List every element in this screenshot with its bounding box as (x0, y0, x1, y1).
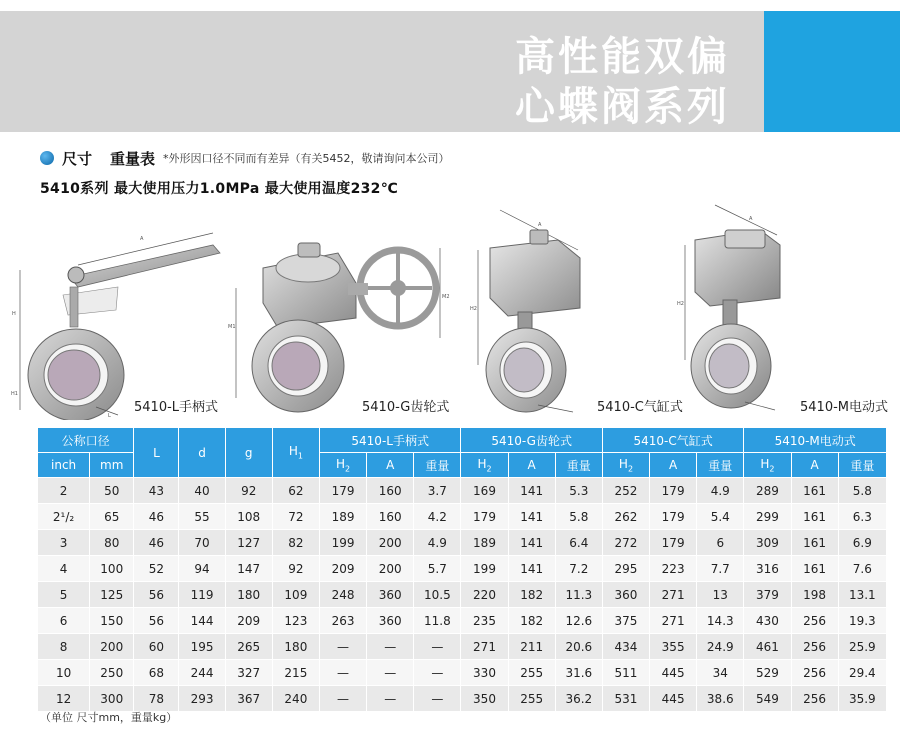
table-cell: 271 (650, 608, 697, 634)
table-row (38, 556, 887, 582)
table-row (38, 660, 887, 686)
table-cell: 55 (179, 504, 225, 530)
table-cell: 252 (602, 478, 649, 504)
table-cell: 240 (272, 686, 319, 712)
table-cell: 6.4 (555, 530, 602, 556)
label-m1: M1 (228, 324, 236, 330)
table-cell: 360 (367, 582, 414, 608)
table-cell: 10.5 (414, 582, 461, 608)
header-a: A (508, 453, 555, 478)
table-cell: 7.7 (697, 556, 744, 582)
table-cell: 46 (134, 530, 179, 556)
table-body (38, 478, 887, 712)
section-heading (40, 148, 450, 168)
caption-gear: 5410-G齿轮式 (362, 400, 450, 415)
table-cell: 5.8 (838, 478, 886, 504)
table-cell: 19.3 (838, 608, 886, 634)
table-cell: 4.9 (414, 530, 461, 556)
table-cell: 293 (179, 686, 225, 712)
figure-pneumatic-valve (468, 200, 603, 420)
table-row (38, 530, 887, 556)
table-cell: 256 (791, 660, 838, 686)
table-cell: 4 (38, 556, 90, 582)
table-cell: 82 (272, 530, 319, 556)
table-cell: 200 (367, 530, 414, 556)
table-cell: 150 (90, 608, 134, 634)
table-cell: 40 (179, 478, 225, 504)
table-cell: 20.6 (555, 634, 602, 660)
table-cell: 529 (744, 660, 791, 686)
table-cell: 7.6 (838, 556, 886, 582)
table-cell: 248 (319, 582, 366, 608)
section-title-weight: 重量表 (110, 149, 156, 168)
table-cell: 8 (38, 634, 90, 660)
table-cell: 445 (650, 660, 697, 686)
table-cell: 52 (134, 556, 179, 582)
table-cell: 147 (225, 556, 272, 582)
table-cell: 34 (697, 660, 744, 686)
table-cell: 123 (272, 608, 319, 634)
table-cell: — (414, 660, 461, 686)
label-a-c: A (538, 222, 542, 228)
section-note: *外形因口径不同而有差异（有关5452，敬请询问本公司） (163, 152, 450, 165)
table-cell: 209 (319, 556, 366, 582)
header-group-gear: 5410-G齿轮式 (461, 428, 602, 453)
table-cell: 65 (90, 504, 134, 530)
table-cell: 72 (272, 504, 319, 530)
header-weight: 重量 (555, 453, 602, 478)
table-cell: 94 (179, 556, 225, 582)
table-cell: 144 (179, 608, 225, 634)
table-cell: — (367, 660, 414, 686)
label-m2: M2 (442, 294, 450, 300)
table-cell: 125 (90, 582, 134, 608)
table-cell: 179 (650, 478, 697, 504)
table-cell: 300 (90, 686, 134, 712)
page-title-line2: 心蝶阀系列 (515, 84, 730, 130)
table-cell: — (319, 634, 366, 660)
table-cell: 56 (134, 608, 179, 634)
table-cell: 36.2 (555, 686, 602, 712)
header-accent-block (764, 11, 900, 132)
table-cell: 6 (38, 608, 90, 634)
table-cell: 6.3 (838, 504, 886, 530)
table-cell: 262 (602, 504, 649, 530)
table-cell: 235 (461, 608, 508, 634)
header-weight: 重量 (697, 453, 744, 478)
table-cell: 263 (319, 608, 366, 634)
table-cell: 78 (134, 686, 179, 712)
table-cell: 360 (602, 582, 649, 608)
table-cell: 182 (508, 582, 555, 608)
table-cell: 430 (744, 608, 791, 634)
table-cell: 200 (90, 634, 134, 660)
header-group-lever: 5410-L手柄式 (319, 428, 460, 453)
table-cell: 12.6 (555, 608, 602, 634)
table-cell: 160 (367, 504, 414, 530)
table-cell: 189 (319, 504, 366, 530)
table-cell: 199 (461, 556, 508, 582)
table-cell: 434 (602, 634, 649, 660)
table-cell: 109 (272, 582, 319, 608)
header-mm: mm (90, 453, 134, 478)
caption-lever: 5410-L手柄式 (134, 400, 219, 415)
table-cell: 330 (461, 660, 508, 686)
table-cell: 4.2 (414, 504, 461, 530)
table-cell: 327 (225, 660, 272, 686)
header-h2: $H_2$ (602, 453, 649, 478)
table-cell: 200 (367, 556, 414, 582)
table-cell: 13 (697, 582, 744, 608)
table-cell: 141 (508, 530, 555, 556)
table-cell: 309 (744, 530, 791, 556)
table-cell: 80 (90, 530, 134, 556)
table-cell: 379 (744, 582, 791, 608)
table-row (38, 582, 887, 608)
table-cell: 127 (225, 530, 272, 556)
table-cell: 244 (179, 660, 225, 686)
table-cell: 92 (225, 478, 272, 504)
table-cell: 6.9 (838, 530, 886, 556)
table-cell: 271 (461, 634, 508, 660)
table-cell: 161 (791, 530, 838, 556)
table-cell: 5 (38, 582, 90, 608)
table-header-row-top (38, 428, 887, 453)
spec-summary: 5410系列 最大使用压力1.0MPa 最大使用温度232℃ (40, 181, 398, 197)
table-cell: 256 (791, 634, 838, 660)
header-inch: inch (38, 453, 90, 478)
table-cell: 141 (508, 478, 555, 504)
table-cell: 299 (744, 504, 791, 530)
table-cell: 461 (744, 634, 791, 660)
header-nominal: 公称口径 (38, 428, 134, 453)
page-title-line1: 高性能双偏 (515, 34, 730, 80)
table-cell: 272 (602, 530, 649, 556)
table-cell: 355 (650, 634, 697, 660)
table-cell: 350 (461, 686, 508, 712)
table-cell: 316 (744, 556, 791, 582)
table-cell: 24.9 (697, 634, 744, 660)
table-cell: 367 (225, 686, 272, 712)
header-weight: 重量 (838, 453, 886, 478)
caption-electric: 5410-M电动式 (800, 400, 888, 415)
table-cell: 445 (650, 686, 697, 712)
table-cell: 169 (461, 478, 508, 504)
caption-pneumatic: 5410-C气缸式 (597, 400, 683, 415)
table-cell: 255 (508, 686, 555, 712)
table-cell: 375 (602, 608, 649, 634)
unit-footnote: （单位 尺寸mm，重量kg） (40, 711, 178, 724)
gear-valve-icon (228, 228, 458, 418)
header-h2: $H_2$ (744, 453, 791, 478)
figure-lever-valve (8, 225, 238, 420)
header-d: d (179, 428, 225, 478)
table-cell: 50 (90, 478, 134, 504)
table-cell: 256 (791, 686, 838, 712)
table-cell: 5.8 (555, 504, 602, 530)
table-cell: 100 (90, 556, 134, 582)
section-title: 尺寸 (62, 149, 93, 168)
table-cell: 12 (38, 686, 90, 712)
label-h2-c: H2 (470, 306, 477, 312)
header-h1: $H_1$ (272, 428, 319, 478)
figure-electric-valve (675, 200, 805, 420)
table-cell: 215 (272, 660, 319, 686)
table-cell: 2¹/₂ (38, 504, 90, 530)
table-cell: 289 (744, 478, 791, 504)
table-cell: 31.6 (555, 660, 602, 686)
table-row (38, 504, 887, 530)
header-h2: $H_2$ (319, 453, 366, 478)
label-l: L (108, 413, 111, 419)
table-cell: 265 (225, 634, 272, 660)
table-cell: 179 (650, 530, 697, 556)
table-cell: 7.2 (555, 556, 602, 582)
table-cell: 250 (90, 660, 134, 686)
table-cell: — (367, 686, 414, 712)
pneumatic-valve-icon (468, 200, 603, 420)
table-row (38, 634, 887, 660)
table-cell: 70 (179, 530, 225, 556)
table-cell: 160 (367, 478, 414, 504)
table-cell: 161 (791, 556, 838, 582)
table-cell: 68 (134, 660, 179, 686)
table-cell: 223 (650, 556, 697, 582)
table-cell: 10 (38, 660, 90, 686)
table-cell: 35.9 (838, 686, 886, 712)
figure-gear-valve (228, 228, 458, 418)
table-row (38, 478, 887, 504)
label-h2-m: H2 (677, 301, 684, 307)
table-cell: 56 (134, 582, 179, 608)
table-cell: 511 (602, 660, 649, 686)
header-banner (0, 11, 900, 132)
table-cell: 29.4 (838, 660, 886, 686)
table-cell: 2 (38, 478, 90, 504)
table-cell: 3.7 (414, 478, 461, 504)
table-cell: 141 (508, 556, 555, 582)
electric-valve-icon (675, 200, 805, 420)
table-cell: 255 (508, 660, 555, 686)
table-cell: 295 (602, 556, 649, 582)
table-cell: 25.9 (838, 634, 886, 660)
table-cell: 209 (225, 608, 272, 634)
header-group-electric: 5410-M电动式 (744, 428, 887, 453)
table-cell: — (319, 686, 366, 712)
header-g: g (225, 428, 272, 478)
label-a-m: A (749, 216, 753, 222)
table-row (38, 608, 887, 634)
header-h2: $H_2$ (461, 453, 508, 478)
table-cell: 60 (134, 634, 179, 660)
table-cell: 549 (744, 686, 791, 712)
header-group-pneumatic: 5410-C气缸式 (602, 428, 743, 453)
table-cell: 161 (791, 504, 838, 530)
spec-table (37, 427, 887, 712)
table-cell: 531 (602, 686, 649, 712)
table-cell: 46 (134, 504, 179, 530)
table-cell: 220 (461, 582, 508, 608)
table-cell: — (319, 660, 366, 686)
table-cell: 62 (272, 478, 319, 504)
table-cell: — (414, 634, 461, 660)
table-cell: 360 (367, 608, 414, 634)
table-cell: 198 (791, 582, 838, 608)
table-cell: 5.4 (697, 504, 744, 530)
table-cell: 92 (272, 556, 319, 582)
table-cell: 195 (179, 634, 225, 660)
table-cell: 141 (508, 504, 555, 530)
table-cell: 11.8 (414, 608, 461, 634)
bullet-icon (40, 151, 54, 165)
table-cell: 43 (134, 478, 179, 504)
table-cell: — (367, 634, 414, 660)
table-cell: 161 (791, 478, 838, 504)
table-cell: 199 (319, 530, 366, 556)
header-a: A (791, 453, 838, 478)
table-row (38, 686, 887, 712)
table-cell: 271 (650, 582, 697, 608)
table-cell: 256 (791, 608, 838, 634)
table-cell: 179 (650, 504, 697, 530)
table-cell: 182 (508, 608, 555, 634)
table-cell: 3 (38, 530, 90, 556)
header-weight: 重量 (414, 453, 461, 478)
table-cell: 38.6 (697, 686, 744, 712)
table-cell: 211 (508, 634, 555, 660)
table-cell: 5.7 (414, 556, 461, 582)
table-cell: 179 (461, 504, 508, 530)
header-a: A (650, 453, 697, 478)
table-cell: 189 (461, 530, 508, 556)
table-cell: 119 (179, 582, 225, 608)
lever-valve-icon (8, 225, 238, 420)
table-cell: 6 (697, 530, 744, 556)
table-cell: 108 (225, 504, 272, 530)
table-cell: 179 (319, 478, 366, 504)
table-cell: — (414, 686, 461, 712)
table-cell: 4.9 (697, 478, 744, 504)
table-cell: 5.3 (555, 478, 602, 504)
label-h1: H1 (11, 391, 18, 397)
table-cell: 180 (272, 634, 319, 660)
table-cell: 180 (225, 582, 272, 608)
header-a: A (367, 453, 414, 478)
table-cell: 11.3 (555, 582, 602, 608)
table-cell: 13.1 (838, 582, 886, 608)
header-l: L (134, 428, 179, 478)
table-cell: 14.3 (697, 608, 744, 634)
label-h: H (12, 311, 16, 317)
label-a: A (140, 236, 144, 242)
